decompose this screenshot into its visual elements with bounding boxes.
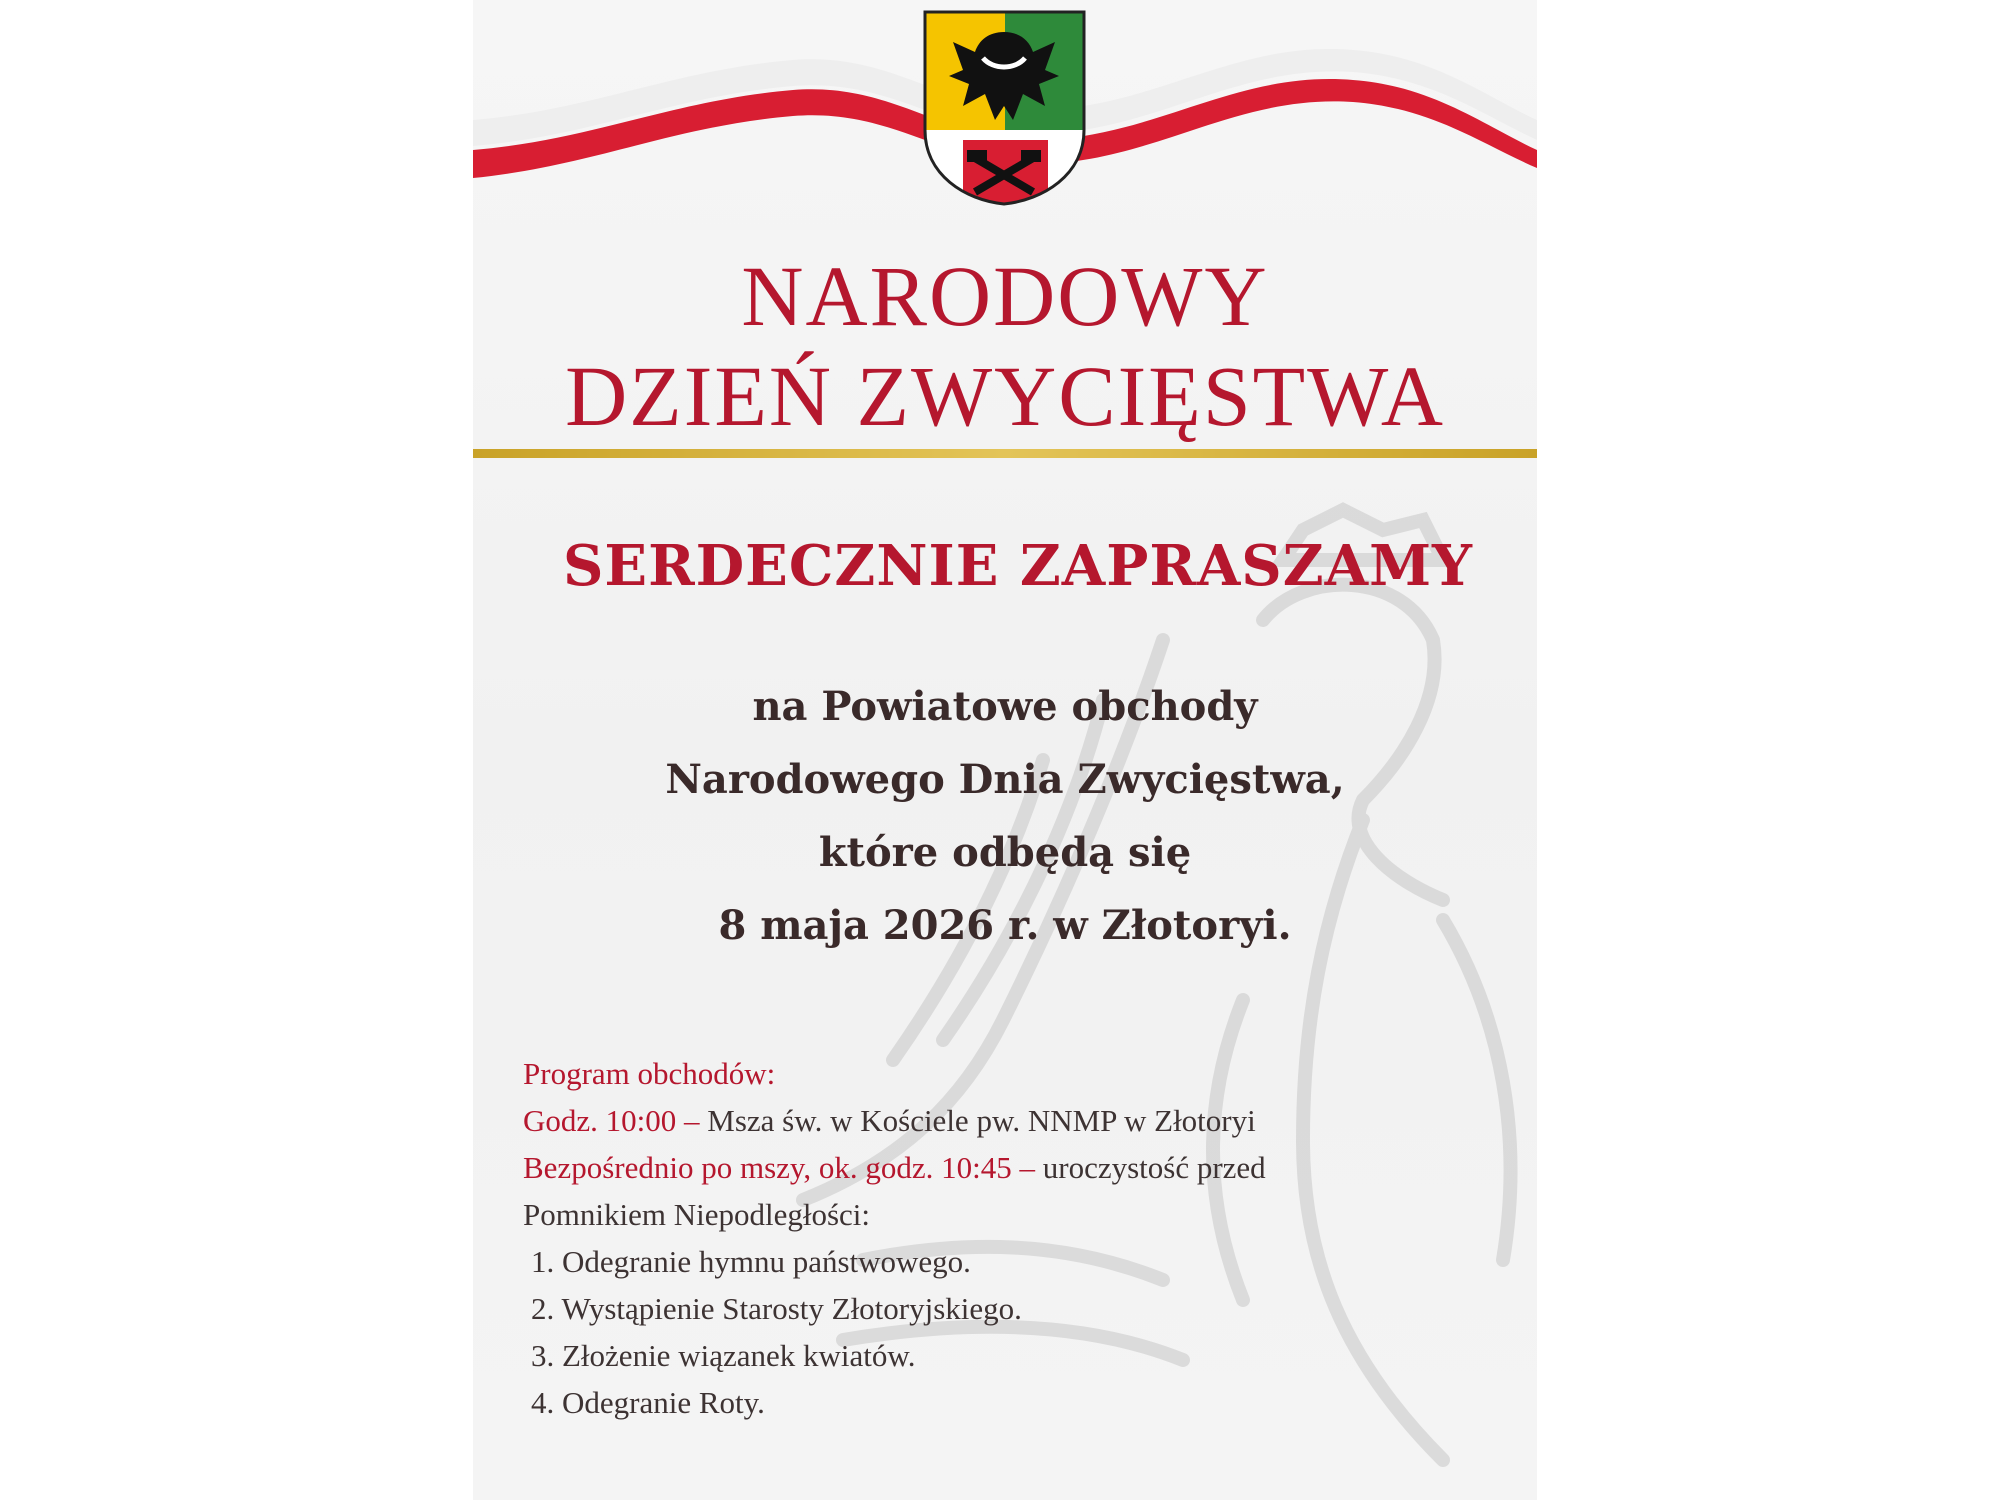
invitation-line: Narodowego Dnia Zwycięstwa, xyxy=(665,756,1345,803)
program-section xyxy=(523,1050,1513,1426)
invitation-line: na Powiatowe obchody xyxy=(752,683,1258,730)
program-step: 1. Odegranie hymnu państwowego. xyxy=(531,1244,971,1279)
program-heading: Program obchodów: xyxy=(523,1056,776,1091)
program-time: Bezpośrednio po mszy, ok. godz. 10:45 – xyxy=(523,1150,1035,1185)
program-step: 4. Odegranie Roty. xyxy=(531,1385,765,1420)
title-line-1: NARODOWY xyxy=(741,248,1269,344)
invitation-line: 8 maja 2026 r. w Złotoryi. xyxy=(718,902,1292,949)
program-text-cont: Pomnikiem Niepodległości: xyxy=(523,1197,870,1232)
program-step: 3. Złożenie wiązanek kwiatów. xyxy=(531,1338,916,1373)
poster xyxy=(473,0,1537,1500)
program-step: 2. Wystąpienie Starosty Złotoryjskiego. xyxy=(531,1291,1022,1326)
invitation-text xyxy=(473,670,1537,962)
title-line-2: DZIEŃ ZWYCIĘSTWA xyxy=(565,348,1445,444)
invitation-line: które odbędą się xyxy=(818,829,1192,876)
program-text: Msza św. w Kościele pw. NNMP w Złotoryi xyxy=(699,1103,1256,1138)
gold-divider xyxy=(473,449,1537,458)
program-item xyxy=(523,1144,1513,1191)
invite-heading: SERDECZNIE ZAPRASZAMY xyxy=(562,533,1474,599)
program-steps xyxy=(523,1238,1513,1426)
program-text: uroczystość przed xyxy=(1035,1150,1266,1185)
coat-of-arms-icon xyxy=(923,10,1086,206)
program-item xyxy=(523,1097,1513,1144)
program-time: Godz. 10:00 – xyxy=(523,1103,700,1138)
